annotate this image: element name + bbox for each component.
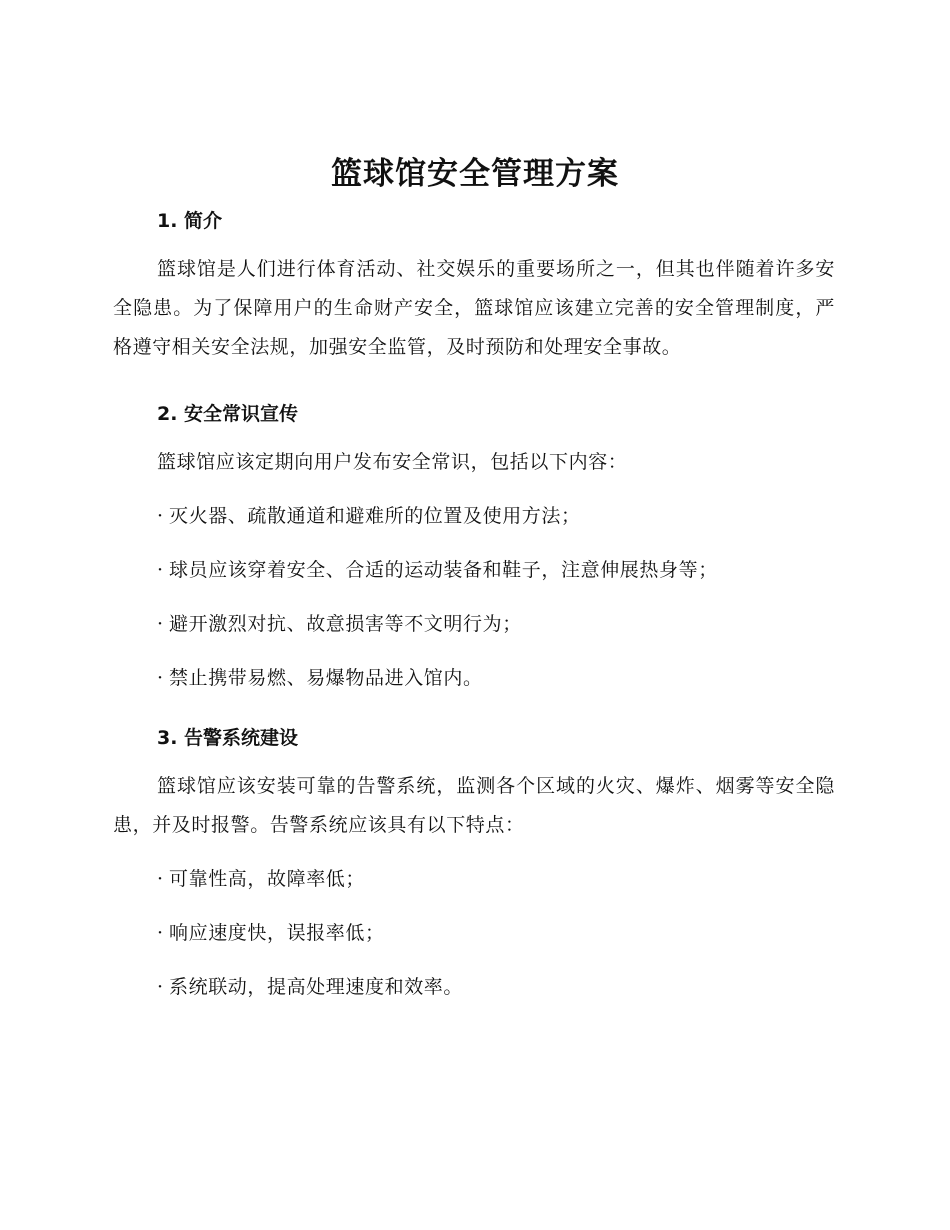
section-heading: 3. 告警系统建设 (157, 727, 299, 749)
bullet-marker: · (157, 976, 164, 998)
bullet-marker: · (157, 505, 164, 527)
section-safety-knowledge (113, 389, 835, 698)
bullet-marker: · (157, 613, 164, 635)
bullet-marker: · (157, 667, 164, 689)
list-item (113, 497, 835, 536)
list-item-text: 系统联动，提高处理速度和效率。 (169, 976, 464, 998)
bullet-marker: · (157, 922, 164, 944)
section-introduction (113, 196, 835, 367)
bullet-marker: · (157, 559, 164, 581)
list-item-text: 避开激烈对抗、故意损害等不文明行为； (169, 613, 522, 635)
list-item-text: 灭火器、疏散通道和避难所的位置及使用方法； (169, 505, 581, 527)
list-item (113, 914, 835, 953)
list-item-text: 可靠性高，故障率低； (169, 868, 366, 890)
list-item-text: 球员应该穿着安全、合适的运动装备和鞋子，注意伸展热身等； (169, 559, 718, 581)
list-item-text: 禁止携带易燃、易爆物品进入馆内。 (169, 667, 483, 689)
list-item (113, 968, 835, 1007)
list-item (113, 860, 835, 899)
section-heading: 1. 简介 (157, 210, 223, 232)
bullet-marker: · (157, 868, 164, 890)
section-alarm-system (113, 713, 835, 1007)
paragraph: 篮球馆是人们进行体育活动、社交娱乐的重要场所之一，但其也伴随着许多安全隐患。为了保障用户的生命财产安全，篮球馆应该建立完善的安全管理制度，严格遵守相关安全法规，加强安全监管，及时预防和处理安全事故。 (113, 258, 835, 358)
section-heading: 2. 安全常识宣传 (157, 403, 299, 425)
paragraph: 篮球馆应该定期向用户发布安全常识，包括以下内容： (157, 451, 628, 473)
document-body (113, 196, 835, 1022)
list-item (113, 659, 835, 698)
list-item (113, 551, 835, 590)
paragraph: 篮球馆应该安装可靠的告警系统，监测各个区域的火灾、爆炸、烟雾等安全隐患，并及时报警。告警系统应该具有以下特点： (113, 775, 835, 836)
list-item-text: 响应速度快，误报率低； (169, 922, 385, 944)
list-item (113, 605, 835, 644)
document-title: 篮球馆安全管理方案 (331, 156, 619, 192)
